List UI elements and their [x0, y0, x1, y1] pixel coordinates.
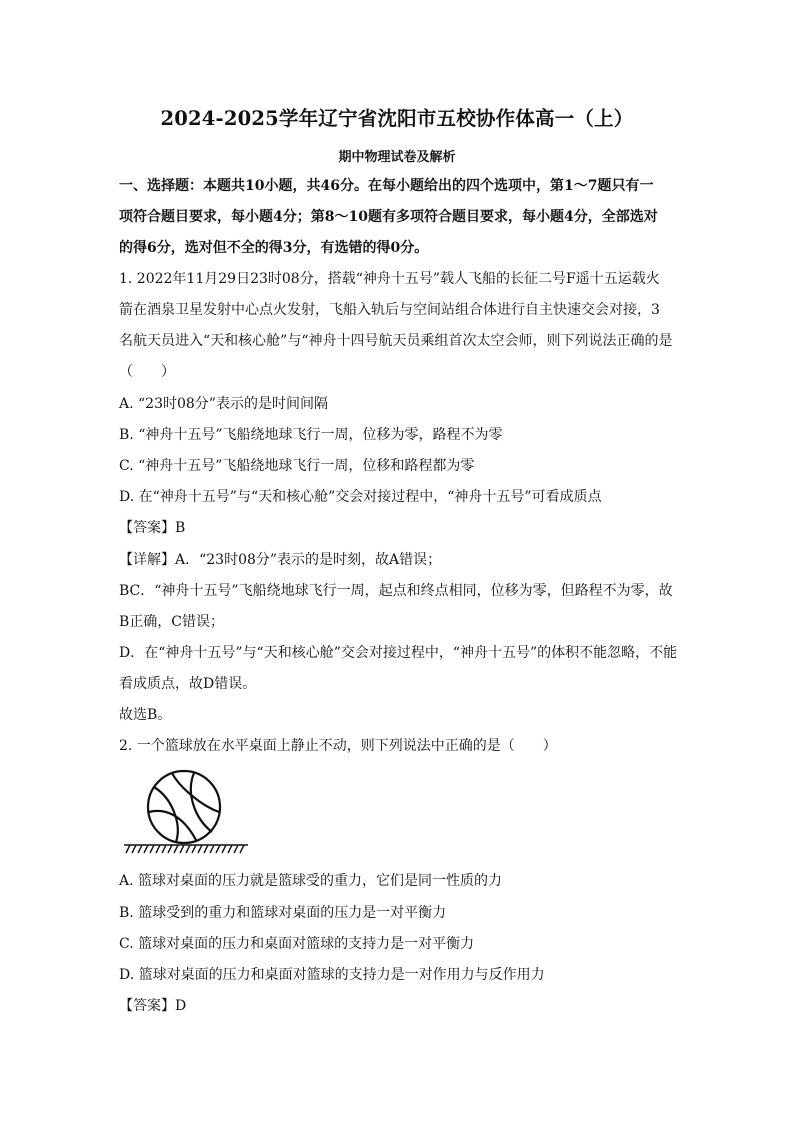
q2-option-b: B. 篮球受到的重力和篮球对桌面的压力是一对平衡力: [119, 905, 447, 921]
q1-detail-line1: 【详解】A．“23时08分”表示的是时刻，故A错误；: [119, 552, 442, 568]
section-instruction-line2: 项符合题目要求，每小题4分；第8～10题有多项符合题目要求，每小题4分，全部选对: [119, 209, 658, 225]
q1-conclusion: 故选B。: [119, 707, 172, 723]
q1-option-b: B. “神舟十五号”飞船绕地球飞行一周，位移为零，路程不为零: [119, 427, 503, 443]
q1-option-d: D. 在“神舟十五号”与“天和核心舱”交会对接过程中，“神舟十五号”可看成质点: [119, 489, 602, 505]
q1-answer: 【答案】B: [119, 520, 186, 536]
page-subtitle: 期中物理试卷及解析: [338, 150, 456, 165]
q1-option-c: C. “神舟十五号”飞船绕地球飞行一周，位移和路程都为零: [119, 458, 475, 474]
q2-option-c: C. 篮球对桌面的压力和桌面对篮球的支持力是一对平衡力: [119, 936, 475, 952]
q1-detail-line4: D．在“神舟十五号”与“天和核心舱”交会对接过程中，“神舟十五号”的体积不能忽略，不能: [119, 645, 678, 661]
q2-answer: 【答案】D: [119, 998, 187, 1014]
q2-option-a: A. 篮球对桌面的压力就是篮球受的重力，它们是同一性质的力: [119, 873, 503, 889]
basketball-on-table-figure: [120, 768, 252, 860]
basketball-icon: [148, 771, 220, 843]
q2-stem: 2. 一个篮球放在水平桌面上静止不动，则下列说法中正确的是（ ）: [119, 738, 557, 754]
q1-detail-line5: 看成质点，故D错误。: [119, 676, 257, 692]
q1-answer-paren: （ ）: [119, 364, 175, 380]
section-instruction-line1: 一、选择题：本题共10小题，共46分。在每小题给出的四个选项中，第1～7题只有一: [119, 178, 654, 194]
q1-stem-line1: 1. 2022年11月29日23时08分，搭载“神舟十五号”载人飞船的长征二号F遥十五运载火: [119, 271, 660, 287]
q1-detail-line3: B正确，C错误；: [119, 614, 224, 630]
q2-option-d: D. 篮球对桌面的压力和桌面对篮球的支持力是一对作用力与反作用力: [119, 967, 545, 983]
q1-stem-line3: 名航天员进入“天和核心舱”与“神舟十四号航天员乘组首次太空会师，则下列说法正确的是: [119, 333, 673, 349]
q1-option-a: A. “23时08分”表示的是时间间隔: [119, 396, 328, 412]
q1-detail-line2: BC．“神舟十五号”飞船绕地球飞行一周，起点和终点相同，位移为零，但路程不为零，故: [119, 583, 673, 599]
table-surface: [124, 845, 248, 853]
q1-stem-line2: 箭在酒泉卫星发射中心点火发射，飞船入轨后与空间站组合体进行自主快速交会对接，3: [119, 302, 660, 318]
section-instruction-line3: 的得6分，选对但不全的得3分，有选错的得0分。: [119, 240, 429, 256]
page-title: 2024-2025学年辽宁省沈阳市五校协作体高一（上）: [160, 107, 634, 130]
